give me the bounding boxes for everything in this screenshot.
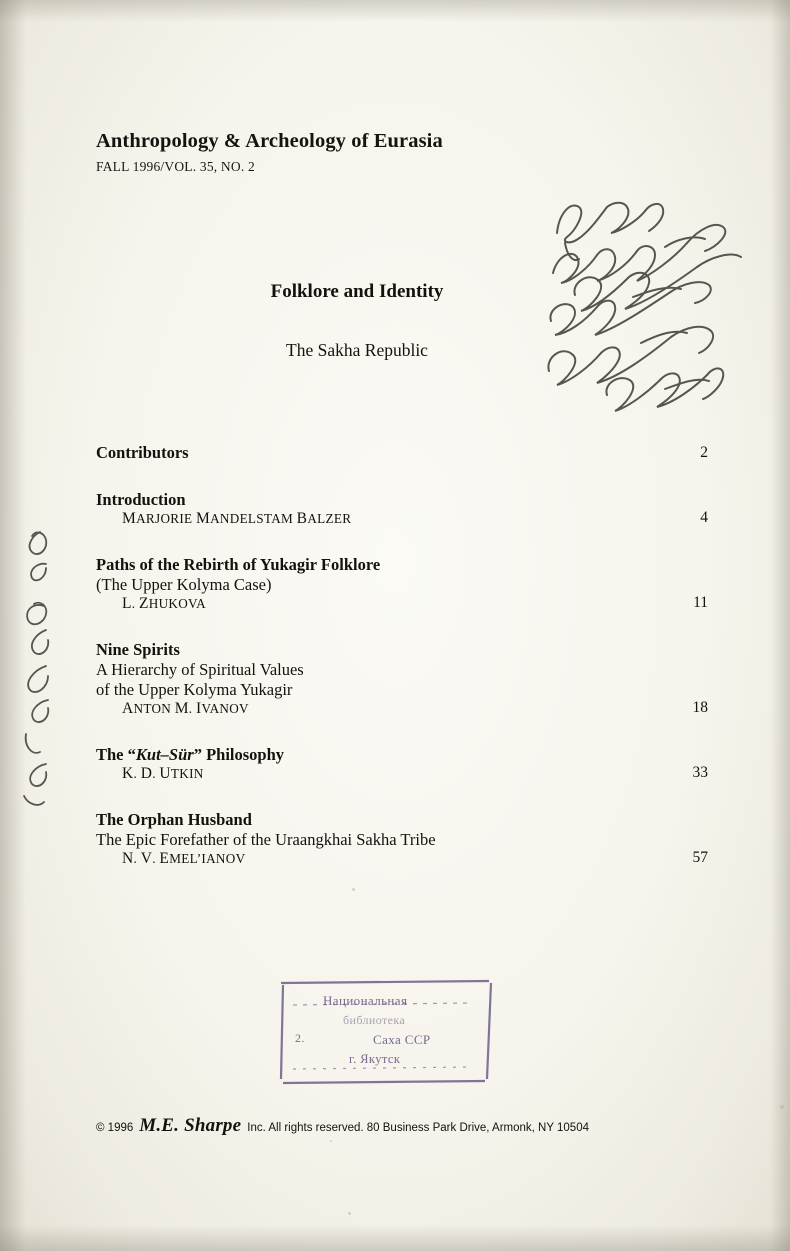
headline-subtitle: The Sakha Republic	[286, 340, 428, 360]
toc-entry-page: 2	[700, 444, 708, 461]
copyright-year: © 1996	[96, 1122, 134, 1134]
toc-entry-title: The Orphan Husband	[96, 810, 252, 829]
toc-entry-subtitle: (The Upper Kolyma Case)	[96, 575, 272, 594]
table-of-contents	[96, 443, 708, 868]
toc-entry-page: 57	[692, 849, 708, 866]
page-edge-shadow-right	[770, 0, 790, 1251]
toc-entry-page: 11	[693, 594, 708, 611]
toc-entry-author: MARJORIE MANDELSTAM BALZER	[122, 510, 352, 527]
publisher-name: M.E. Sharpe	[139, 1115, 242, 1136]
toc-entry	[96, 640, 708, 718]
stamp-line-1: Национальная	[323, 993, 408, 1008]
toc-entry	[96, 490, 708, 528]
toc-entry-title: Paths of the Rebirth of Yukagir Folklore	[96, 555, 381, 574]
toc-entry-subtitle: A Hierarchy of Spiritual Values	[96, 660, 304, 679]
toc-entry-page: 4	[700, 509, 708, 526]
toc-entry-title: The “Kut–Sür” Philosophy	[96, 745, 285, 764]
stamp-line-3: Саха ССР	[373, 1032, 431, 1047]
toc-entry	[96, 745, 708, 783]
footer-copyright-line	[96, 1115, 716, 1137]
toc-entry-author: N. V. EMEL’IANOV	[122, 850, 246, 867]
toc-entry	[96, 810, 708, 868]
toc-entry-page: 33	[692, 764, 708, 781]
scan-speck	[330, 1140, 332, 1142]
scan-speck	[780, 1105, 784, 1109]
stamp-line-4: г. Якутск	[349, 1052, 401, 1066]
toc-entry	[96, 555, 708, 613]
headline-title: Folklore and Identity	[270, 281, 444, 302]
toc-entry-author: L. ZHUKOVA	[122, 595, 207, 612]
journal-title: Anthropology & Archeology of Eurasia	[96, 130, 443, 152]
page-content	[96, 130, 708, 895]
page-edge-shadow-top	[0, 0, 790, 22]
toc-entry-page: 18	[692, 699, 708, 716]
toc-entry-title: Contributors	[96, 443, 189, 462]
publisher-address: Inc. All rights reserved. 80 Business Park Drive, Armonk, NY 10504	[247, 1122, 589, 1134]
toc-entry-author: ANTON M. IVANOV	[122, 700, 249, 717]
toc-entry	[96, 443, 708, 463]
stamp-mark: 2.	[295, 1031, 305, 1045]
toc-entry-subtitle: The Epic Forefather of the Uraangkhai Sakha Tribe	[96, 830, 436, 849]
toc-entry-subtitle-2: of the Upper Kolyma Yukagir	[96, 680, 293, 699]
issue-line: FALL 1996/VOL. 35, NO. 2	[96, 159, 255, 174]
page-edge-shadow-left	[0, 0, 26, 1251]
page-edge-shadow-bottom	[0, 1225, 790, 1251]
stamp-line-2: библиотека	[343, 1013, 406, 1027]
toc-entry-title: Nine Spirits	[96, 640, 180, 659]
toc-entry-title: Introduction	[96, 490, 186, 509]
scan-speck	[348, 1212, 351, 1215]
toc-entry-author: K. D. UTKIN	[122, 765, 204, 782]
